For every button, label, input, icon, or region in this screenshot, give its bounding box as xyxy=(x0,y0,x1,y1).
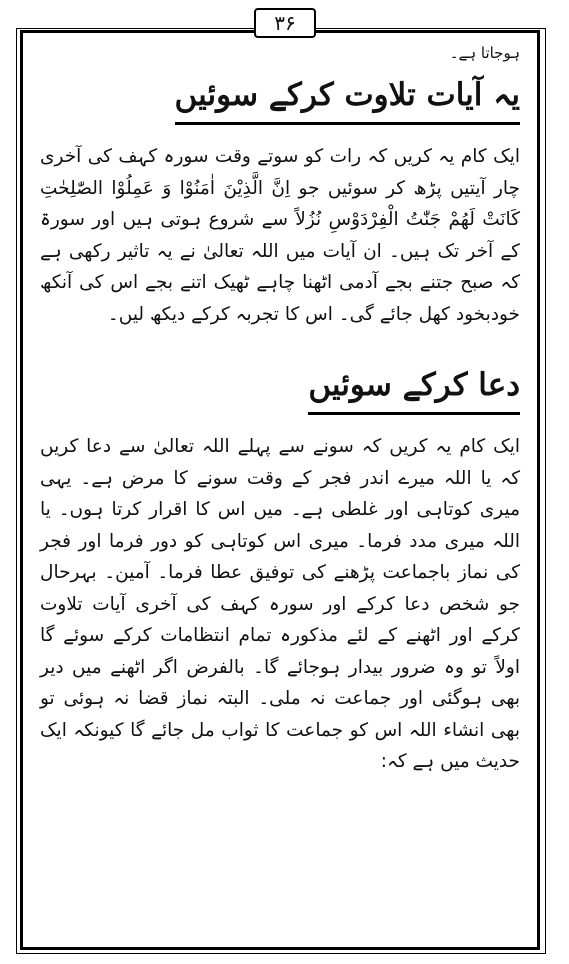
page-content xyxy=(40,40,520,778)
section-1-paragraph: ایک کام یہ کریں کہ رات کو سوتے وقت سورہ کہف کی آخری چار آیتیں پڑھ کر سوئیں جو اِنَّ الَّذِیْنَ اٰمَنُوْا وَ عَمِلُوْا الصّٰلِحٰتِ کَانَتْ لَھُمْ جَنّٰتُ الْفِرْدَوْسِ نُزُلاً سے شروع ہوتی ہیں اور سورۃ کے آخر تک ہیں۔ ان آیات میں اللہ تعالیٰ نے یہ تاثیر رکھی ہے کہ صبح جتنے بجے آدمی اٹھنا چاہے ٹھیک اتنے بجے اس کی آنکھ خودبخود کھل جائے گی۔ اس کا تجربہ کرکے دیکھ لیں۔ xyxy=(40,146,520,325)
page-number: ۳۶ xyxy=(254,8,316,38)
section-2-heading-wrap xyxy=(40,358,520,415)
section-gap xyxy=(40,330,520,358)
section-2-heading: دعا کرکے سوئیں xyxy=(308,358,520,415)
section-1-heading: یہ آیات تلاوت کرکے سوئیں xyxy=(175,68,520,125)
continuation-text: ہوجاتا ہے۔ xyxy=(449,44,520,62)
section-2-paragraph: ایک کام یہ کریں کہ سونے سے پہلے اللہ تعالیٰ سے دعا کریں کہ یا اللہ میرے اندر فجر کے وقت سونے کا مرض ہے۔ یہی میری کوتاہی اور غلطی ہے۔ میں اس کا اقرار کرتا ہوں۔ یا اللہ میری مدد فرما۔ میری اس کوتاہی کو دور فرما اور فجر کی نماز باجماعت پڑھنے کی توفیق عطا فرما۔ آمین۔ بہرحال جو شخص دعا کرکے اور سورہ کہف کی آخری آیات تلاوت کرکے اور اٹھنے کے لئے مذکورہ تمام انتظامات کرکے سوئے گا اولاً تو وہ ضرور بیدار ہوجائے گا۔ بالفرض اگر اٹھنے میں دیر بھی ہوگئی اور جماعت نہ ملی۔ البتہ نماز قضا نہ ہوئی تو بھی انشاء اللہ اس کو جماعت کا ثواب مل جائے گا کیونکہ ایک حدیث میں ہے کہ: xyxy=(40,436,520,772)
section-1-heading-wrap xyxy=(40,68,520,125)
